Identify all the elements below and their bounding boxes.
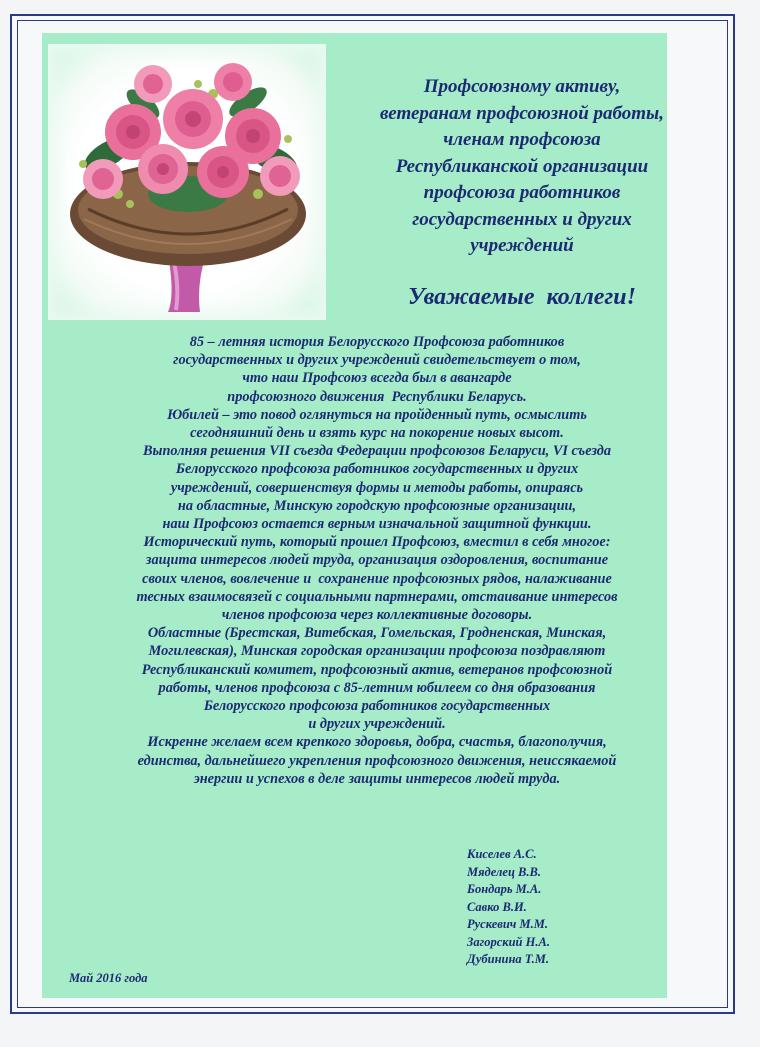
rose-bouquet-image xyxy=(48,44,326,320)
addressee-line: учреждений xyxy=(470,235,574,256)
body-line: Белорусского профсоюза работников государственных xyxy=(203,698,551,715)
body-line: Выполняя решения VII съезда Федерации профсоюзов Беларуси, VI съезда xyxy=(143,443,611,460)
body-line: Республиканский комитет, профсоюзный актив, ветеранов профсоюзной xyxy=(141,661,613,678)
body-line: на областные, Минскую городскую профсоюзные организации, xyxy=(177,497,577,514)
body-line: 85 – летняя история Белорусского Профсоюза работников xyxy=(189,334,565,350)
signature-name: Рускевич М.М. xyxy=(467,917,548,931)
signature-name: Бондарь М.А. xyxy=(467,882,542,896)
letter-body xyxy=(42,333,712,788)
addressee-line: членам профсоюза xyxy=(443,129,601,150)
signature-list xyxy=(467,846,550,969)
body-line: Белорусского профсоюза работников государственных и других xyxy=(175,461,579,478)
body-line: профсоюзного движения Республики Беларусь. xyxy=(227,388,527,405)
addressee-line: профсоюза работников xyxy=(423,182,621,203)
letter-date: Май 2016 года xyxy=(69,971,148,985)
body-line: Исторический путь, который прошел Профсоюз, вместил в себя многое: xyxy=(143,534,611,551)
body-line: Юбилей – это повод оглянуться на пройденный путь, осмыслить xyxy=(167,406,587,423)
body-line: энергии и успехов в деле защиты интересов людей труда. xyxy=(193,770,561,787)
body-line: тесных взаимосвязей с социальными партнерами, отстаивание интересов xyxy=(136,588,618,605)
signature-name: Загорский Н.А. xyxy=(467,934,550,949)
body-line: учреждений, совершенствуя формы и методы работы, опираясь xyxy=(170,479,584,496)
addressee-line: ветеранам профсоюзной работы, xyxy=(380,102,664,124)
body-line: единства, дальнейшего укрепления профсоюзного движения, неиссякаемой xyxy=(137,752,617,769)
body-line: Могилевская), Минская городская организации профсоюза поздравляют xyxy=(148,643,606,660)
body-line: государственных и других учреждений свидетельствует о том, xyxy=(173,352,581,369)
body-line: Областные (Брестская, Витебская, Гомельская, Гродненская, Минская, xyxy=(147,625,607,642)
body-line: своих членов, вовлечение и сохранение профсоюзных рядов, налаживание xyxy=(142,570,612,587)
body-line: Искренне желаем всем крепкого здоровья, добра, счастья, благополучия, xyxy=(147,734,607,751)
body-line: и других учреждений. xyxy=(308,716,446,733)
signature-name: Дубинина Т.М. xyxy=(467,952,550,966)
body-line: наш Профсоюз остается верным изначальной защитной функции. xyxy=(162,516,592,533)
addressee-line: Республиканской организации xyxy=(395,155,649,177)
greeting-heading: Уважаемые коллеги! xyxy=(408,284,636,310)
body-line: защита интересов людей труда, организация оздоровления, воспитание xyxy=(145,552,609,569)
body-line: что наш Профсоюз всегда был в авангарде xyxy=(242,370,512,387)
signature-name: Мяделец В.В. xyxy=(467,864,541,879)
body-line: сегодняшний день и взять курс на покорение новых высот. xyxy=(190,425,564,442)
body-line: членов профсоюза через коллективные договоры. xyxy=(221,607,533,624)
addressee-line: государственных и других xyxy=(412,208,632,230)
rose-bouquet-icon xyxy=(48,44,326,320)
signature-name: Киселев А.С. xyxy=(467,847,537,861)
addressee-block xyxy=(334,74,710,260)
addressee-line: Профсоюзному активу, xyxy=(423,76,621,97)
signature-name: Савко В.И. xyxy=(467,899,527,914)
body-line: работы, членов профсоюза с 85-летним юбилеем со дня образования xyxy=(158,679,596,696)
